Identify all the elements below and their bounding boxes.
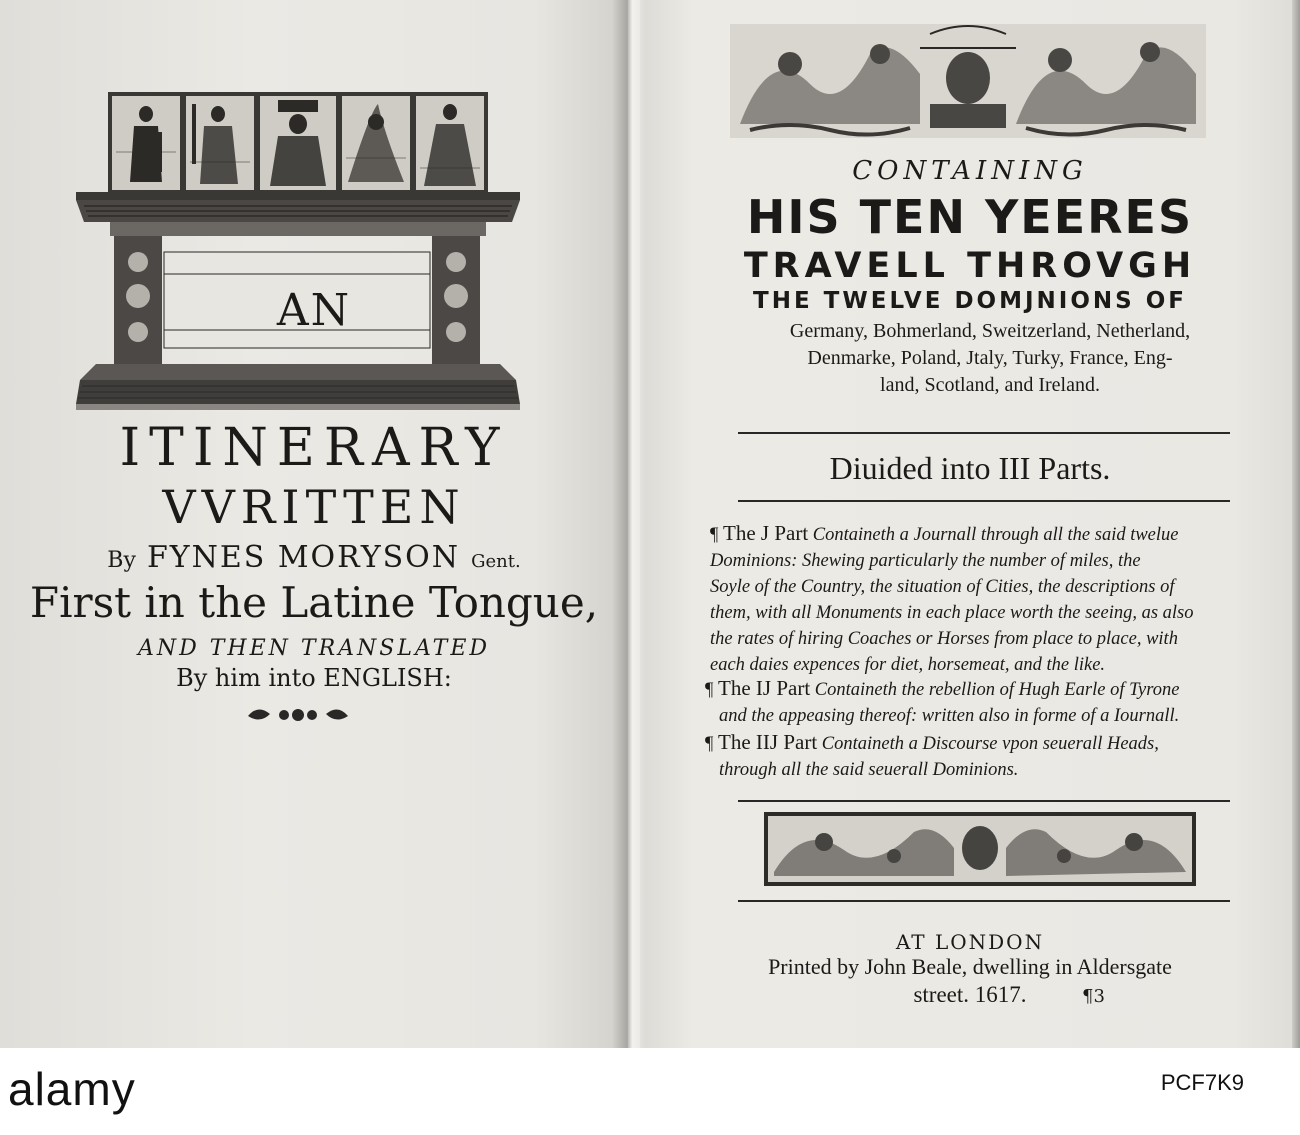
signature-mark: ¶3 <box>1082 986 1105 1007</box>
containing-line: CONTAINING <box>852 156 1088 186</box>
author-gent: Gent. <box>471 551 521 572</box>
part-line: Dominions: Shewing particularly the number of miles, the <box>710 551 1141 571</box>
divider-rule <box>738 500 1230 502</box>
part-line: Containeth a Journall through all the said twelue <box>812 525 1179 545</box>
part-line: Containeth the rebellion of Hugh Earle of Tyrone <box>814 680 1180 700</box>
title-written: VVRITTEN <box>162 480 466 534</box>
countries-line: Denmarke, Poland, Jtaly, Turky, France, Eng- <box>807 347 1173 369</box>
divider-rule <box>738 800 1230 802</box>
pilcrow-icon: ¶ <box>705 734 714 754</box>
author-name: FYNES MORYSON <box>146 540 461 575</box>
divided-heading: Diuided into III Parts. <box>829 450 1111 486</box>
countries-line: land, Scotland, and Ireland. <box>880 374 1100 396</box>
countries-list <box>740 318 1240 399</box>
part-three-paragraph <box>705 729 1250 783</box>
tailpiece-ornament <box>764 812 1196 886</box>
part-lead: The IJ Part <box>718 676 811 700</box>
travell-throvgh: TRAVELL THROVGH <box>743 246 1197 286</box>
watermark-strip <box>0 1048 1300 1135</box>
author-by: By <box>107 548 136 573</box>
author-line <box>0 540 628 575</box>
part-line: each daies expences for diet, horsemeat, and the like. <box>710 655 1106 675</box>
divider-rule <box>738 432 1230 434</box>
part-line: through all the said seuerall Dominions. <box>719 760 1019 780</box>
divider-rule <box>738 900 1230 902</box>
pilcrow-icon: ¶ <box>710 525 719 545</box>
twelve-dominions: THE TWELVE DOMJNIONS OF <box>753 288 1187 314</box>
headpiece-ornament <box>730 24 1206 138</box>
translated-line: AND THEN TRANSLATED <box>137 636 491 661</box>
woodcut-figures-frieze <box>108 92 488 194</box>
imprint-street-year: street. 1617. <box>913 982 1027 1007</box>
title-itinerary: ITINERARY <box>119 418 509 478</box>
his-ten-yeeres: HIS TEN YEERES <box>746 190 1194 244</box>
part-line: the rates of hiring Coaches or Horses from place to place, with <box>710 629 1178 649</box>
by-him-line: By him into ENGLISH: <box>176 664 452 692</box>
imprint-place: AT LONDON <box>895 930 1045 954</box>
part-line: them, with all Monuments in each place worth the seeing, as also <box>710 603 1194 623</box>
part-lead: The IIJ Part <box>718 730 818 754</box>
title-an: AN <box>276 285 352 336</box>
part-one-paragraph <box>710 520 1245 678</box>
watermark-image-id: PCF7K9 <box>1160 1070 1244 1095</box>
fleuron-ornament-icon <box>244 704 352 726</box>
imprint-printer: Printed by John Beale, dwelling in Aldersgate <box>768 954 1172 979</box>
watermark-logo: alamy <box>8 1063 136 1115</box>
pilcrow-icon: ¶ <box>705 680 714 700</box>
part-line: Soyle of the Country, the situation of Cities, the descriptions of <box>710 577 1175 597</box>
part-line: and the appeasing thereof: written also in forme of a Iournall. <box>719 706 1180 726</box>
part-line: Containeth a Discourse vpon seuerall Heads, <box>821 734 1159 754</box>
part-lead: The J Part <box>723 521 809 545</box>
latine-tongue-line: First in the Latine Tongue, <box>29 578 599 627</box>
part-two-paragraph <box>705 675 1250 729</box>
countries-line: Germany, Bohmerland, Sweitzerland, Netherland, <box>789 320 1191 342</box>
